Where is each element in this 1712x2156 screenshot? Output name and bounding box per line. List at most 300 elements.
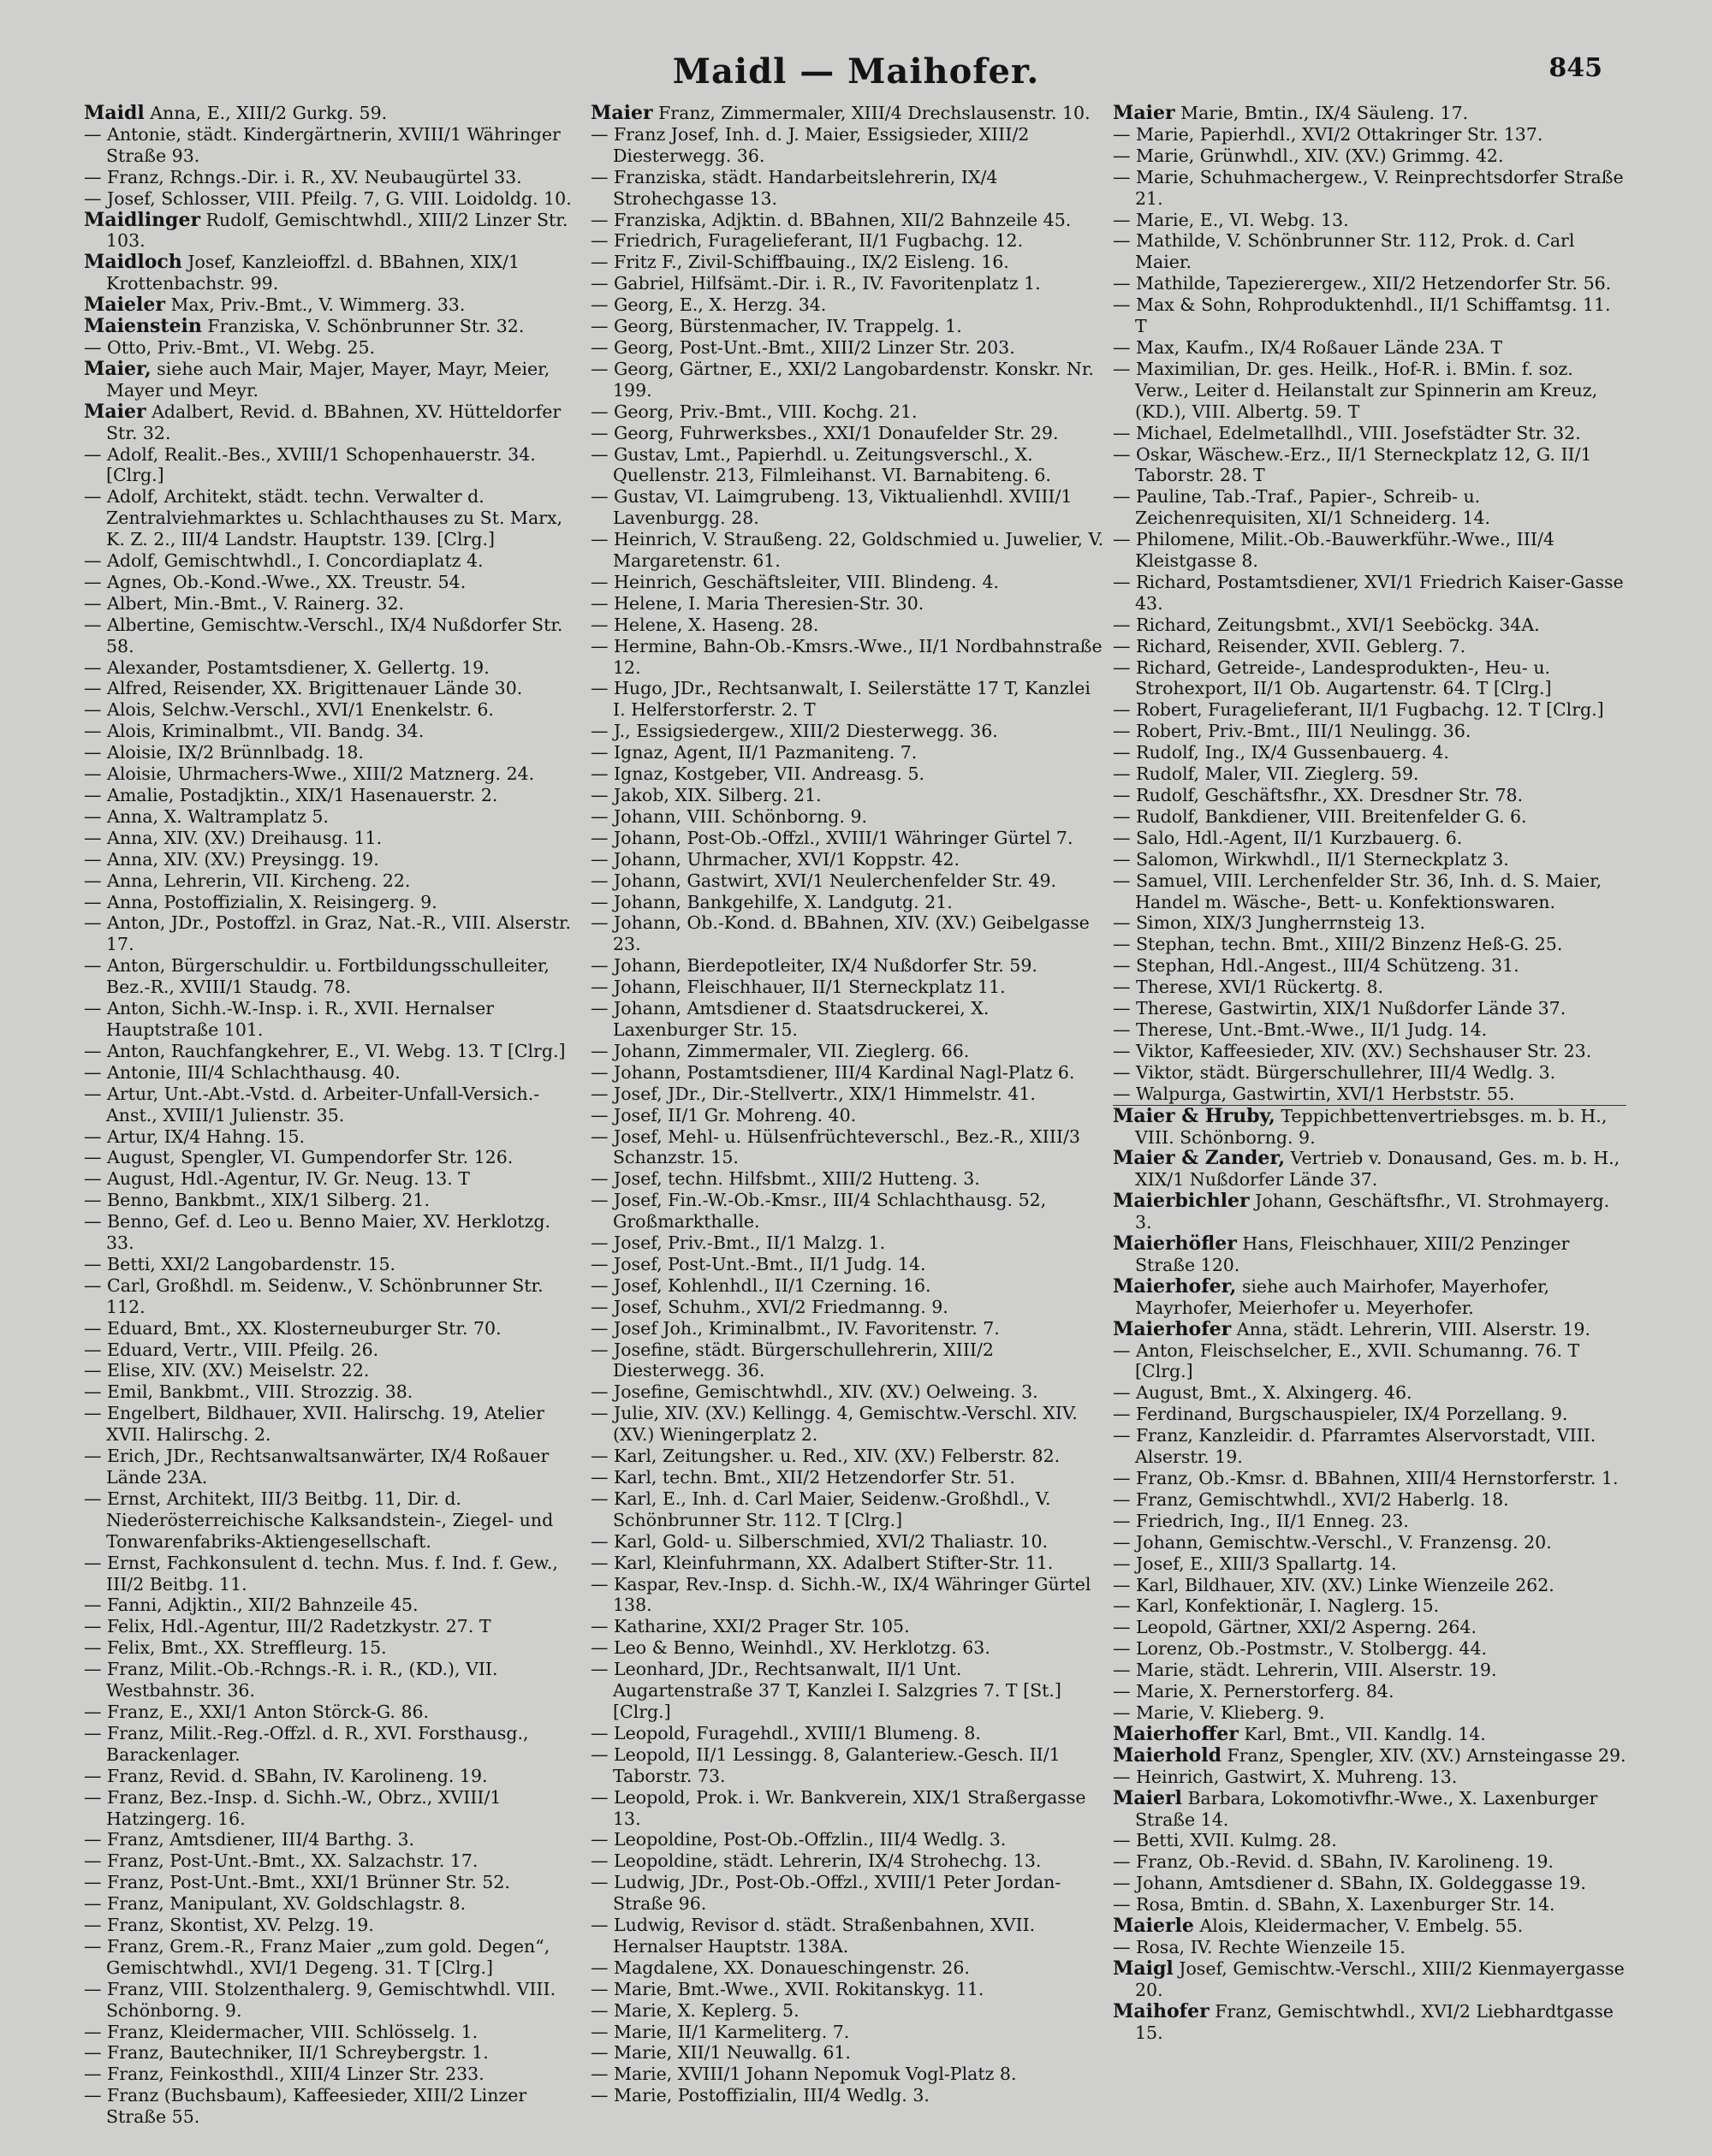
entry-text: Hans, Fleischhauer, XIII/2 Penzinger Straße 120. <box>1135 1233 1570 1275</box>
entry-text: — Marie, X. Pernerstorferg. 84. <box>1113 1681 1394 1702</box>
directory-entry <box>84 657 580 679</box>
directory-entry <box>591 2000 1104 2022</box>
entry-text: — Agnes, Ob.-Kond.-Wwe., XX. Treustr. 54. <box>84 571 467 592</box>
entry-text: — Rudolf, Bankdiener, VIII. Breitenfelder G. 6. <box>1113 805 1527 827</box>
entry-text: Alois, Kleidermacher, V. Embelg. 55. <box>1193 1915 1524 1937</box>
directory-entry <box>1113 337 1626 359</box>
directory-entry <box>84 1915 580 1936</box>
directory-entry <box>1113 1660 1626 1681</box>
directory-entry <box>1113 1851 1626 1873</box>
directory-entry <box>591 1403 1104 1446</box>
entry-text: — Katharine, XXI/2 Prager Str. 105. <box>591 1616 910 1637</box>
entry-text: — Robert, Priv.-Bmt., III/1 Neulingg. 36. <box>1113 721 1471 742</box>
entry-text: — Elise, XIV. (XV.) Meiselstr. 22. <box>84 1360 370 1381</box>
entry-text: — Anton, Bürgerschuldir. u. Fortbildungsschulleiter, Bez.-R., XVIII/1 Staudg. 78. <box>84 955 550 998</box>
entry-surname: Maier <box>1113 102 1175 124</box>
directory-entry <box>84 678 580 699</box>
entry-text: Josef, Gemischtw.-Verschl., XIII/2 Kienmayergasse 20. <box>1135 1957 1625 2000</box>
entry-text: — Johann, Gemischtw.-Verschl., V. Franzensg. 20. <box>1113 1531 1552 1553</box>
entry-text: — Ferdinand, Burgschauspieler, IX/4 Porzellang. 9. <box>1113 1404 1568 1425</box>
entry-text: — Marie, X. Keplerg. 5. <box>591 1999 800 2021</box>
directory-entry <box>84 828 580 849</box>
directory-entry <box>591 955 1104 977</box>
entry-text: — Marie, Papierhdl., XVI/2 Ottakringer Str. 137. <box>1113 123 1543 145</box>
entry-text: — Gustav, VI. Laimgrubeng. 13, Viktualienhdl. XVIII/1 Lavenburgg. 28. <box>591 486 1073 529</box>
entry-surname: Maierhofer <box>1113 1317 1232 1340</box>
entry-text: — Simon, XIX/3 Jungherrnsteig 13. <box>1113 912 1425 934</box>
directory-entry <box>84 721 580 742</box>
directory-entry <box>591 1979 1104 2000</box>
directory-entry <box>1113 1681 1626 1702</box>
entry-text: Josef, Kanzleioffzl. d. BBahnen, XIX/1 Krottenbachstr. 99. <box>106 252 520 294</box>
entry-text: — Albertine, Gemischtw.-Verschl., IX/4 Nußdorfer Str. 58. <box>84 614 563 656</box>
directory-entry <box>1113 1788 1626 1831</box>
entry-text: — Ignaz, Kostgeber, VII. Andreasg. 5. <box>591 763 925 785</box>
entry-text: — Franz, Gemischtwhdl., XVI/2 Haberlg. 18. <box>1113 1488 1509 1510</box>
entry-text: — Karl, E., Inh. d. Carl Maier, Seidenw.-Großhdl., V. Schönbrunner Str. 112. T [Clrg.] <box>591 1488 1051 1530</box>
directory-entry <box>84 892 580 913</box>
directory-entry <box>591 444 1104 487</box>
entry-text: — Felix, Hdl.-Agentur, III/2 Radetzkystr. 27. T <box>84 1616 491 1637</box>
entry-text: — Johann, Amtsdiener d. Staatsdruckerei, X. Laxenburger Str. 15. <box>591 998 990 1040</box>
directory-entry <box>591 572 1104 593</box>
entry-surname: Maierbichler <box>1113 1190 1250 1213</box>
directory-entry <box>1113 1084 1626 1105</box>
directory-entry <box>84 124 580 167</box>
directory-entry <box>591 486 1104 529</box>
directory-entry <box>1113 1873 1626 1894</box>
directory-entry <box>84 1936 580 1979</box>
directory-entry <box>591 1723 1104 1744</box>
directory-entry <box>84 870 580 892</box>
entry-text: — Carl, Großhdl. m. Seidenw., V. Schönbrunner Str. 112. <box>84 1274 544 1317</box>
entry-text: — Antonie, städt. Kindergärtnerin, XVIII/1 Währinger Straße 93. <box>84 123 561 166</box>
entry-text: — Alois, Selchw.-Verschl., XVI/1 Enenkelstr. 6. <box>84 699 494 721</box>
directory-entry <box>84 1659 580 1702</box>
directory-entry <box>1113 977 1626 998</box>
entry-text: — J., Essigsiedergew., XIII/2 Diesterwegg. 36. <box>591 721 998 742</box>
directory-entry <box>84 849 580 870</box>
directory-entry <box>1113 785 1626 806</box>
column-1 <box>84 102 580 2128</box>
entry-text: — Leopold, Gärtner, XXI/2 Asperng. 264. <box>1113 1617 1477 1638</box>
directory-entry <box>591 870 1104 892</box>
entry-text: — August, Hdl.-Agentur, IV. Gr. Neug. 13. T <box>84 1168 470 1190</box>
directory-entry <box>84 1211 580 1254</box>
directory-entry <box>84 1147 580 1168</box>
entry-text: — Johann, Gastwirt, XVI/1 Neulerchenfelder Str. 49. <box>591 870 1057 891</box>
directory-entry <box>84 188 580 210</box>
entry-text: — Karl, Gold- u. Silberschmied, XVI/2 Thaliastr. 10. <box>591 1530 1049 1552</box>
entry-text: — Antonie, III/4 Schlachthausg. 40. <box>84 1061 401 1083</box>
entry-text: — Franz, Ob.-Revid. d. SBahn, IV. Karolineng. 19. <box>1113 1851 1554 1873</box>
directory-entry <box>1113 1767 1626 1788</box>
entry-text: — Richard, Getreide-, Landesprodukten-, Heu- u. Strohexport, II/1 Ob. Augartenstr. 64. T [Clrg.] <box>1113 656 1552 699</box>
entry-text: — Johann, Post-Ob.-Offzl., XVIII/1 Währinger Gürtel 7. <box>591 827 1073 848</box>
entry-text: — Josefine, städt. Bürgerschullehrerin, XIII/2 Diesterwegg. 36. <box>591 1339 994 1381</box>
directory-entry <box>591 1126 1104 1169</box>
directory-entry <box>1113 1319 1626 1340</box>
entry-text: — Heinrich, V. Straußeng. 22, Goldschmied u. Juwelier, V. Margaretenstr. 61. <box>591 529 1104 572</box>
directory-entry <box>84 742 580 763</box>
entry-text: — Marie, Grünwhdl., XIV. (XV.) Grimmg. 42. <box>1113 145 1504 166</box>
entry-text: — Marie, E., VI. Webg. 13. <box>1113 209 1349 230</box>
entry-text: — Anton, JDr., Postoffzl. in Graz, Nat.-R., VIII. Alserstr. 17. <box>84 912 572 955</box>
entry-text: — Therese, Gastwirtin, XIX/1 Nußdorfer Lände 37. <box>1113 998 1566 1019</box>
directory-entry <box>1113 998 1626 1019</box>
directory-entry <box>1113 1105 1626 1149</box>
directory-entry <box>1113 486 1626 529</box>
entry-surname: Maieler <box>84 294 165 317</box>
directory-entry <box>84 572 580 593</box>
entry-text: — Anton, Rauchfangkehrer, E., VI. Webg. 13. T [Clrg.] <box>84 1040 566 1061</box>
directory-entry <box>591 401 1104 423</box>
directory-entry <box>591 593 1104 615</box>
entry-text: — Franz (Buchsbaum), Kaffeesieder, XIII/2 Linzer Straße 55. <box>84 2085 527 2128</box>
entry-text: — Johann, Postamtsdiener, III/4 Kardinal Nagl-Platz 6. <box>591 1061 1075 1083</box>
entry-text: — Georg, Bürstenmacher, IV. Trappelg. 1. <box>591 316 962 337</box>
entry-surname: Maier <box>591 102 653 124</box>
directory-entry <box>591 1105 1104 1126</box>
entry-text: — Erich, JDr., Rechtsanwaltsanwärter, IX/4 Roßauer Lände 23A. <box>84 1446 550 1488</box>
directory-entry <box>84 1595 580 1616</box>
entry-text: — Anton, Sichh.-W.-Insp. i. R., XVII. Hernalser Hauptstraße 101. <box>84 998 494 1040</box>
entry-text: — Josef, Post-Unt.-Bmt., II/1 Judg. 14. <box>591 1253 926 1274</box>
entry-text: — Betti, XXI/2 Langobardenstr. 15. <box>84 1253 396 1274</box>
directory-entry <box>1113 1340 1626 1383</box>
entry-text: — Ludwig, Revisor d. städt. Straßenbahnen, XVII. Hernalser Hauptstr. 138A. <box>591 1915 1036 1957</box>
directory-entry <box>591 785 1104 806</box>
directory-entry <box>84 1829 580 1850</box>
entry-text: — Albert, Min.-Bmt., V. Rainerg. 32. <box>84 592 405 614</box>
directory-entry <box>591 1488 1104 1531</box>
directory-entry <box>1113 572 1626 615</box>
entry-text: — Felix, Bmt., XX. Streffleurg. 15. <box>84 1637 387 1659</box>
entry-text: — Josef, II/1 Gr. Mohreng. 40. <box>591 1104 857 1126</box>
entry-text: — Viktor, Kaffeesieder, XIV. (XV.) Sechshauser Str. 23. <box>1113 1040 1592 1061</box>
directory-entry <box>84 1403 580 1446</box>
entry-text: — Rudolf, Ing., IX/4 Gussenbauerg. 4. <box>1113 742 1449 763</box>
entry-text: — Franz, Post-Unt.-Bmt., XX. Salzachstr. 17. <box>84 1850 479 1872</box>
entry-text: — Franz, Amtsdiener, III/4 Barthg. 3. <box>84 1829 415 1850</box>
entry-text: — Adolf, Realit.-Bes., XVIII/1 Schopenhauerstr. 34. [Clrg.] <box>84 443 536 486</box>
directory-entry <box>591 1467 1104 1488</box>
entry-text: — Jakob, XIX. Silberg. 21. <box>591 785 822 805</box>
directory-entry <box>591 1339 1104 1382</box>
entry-text: Max, Priv.-Bmt., V. Wimmerg. 33. <box>164 294 466 316</box>
directory-entry <box>1113 1532 1626 1553</box>
entry-text: — Johann, Ob.-Kond. d. BBahnen, XIV. (XV.) Geibelgasse 23. <box>591 912 1090 955</box>
column-2 <box>591 102 1104 2106</box>
entry-text: — Engelbert, Bildhauer, XVII. Halirschg. 19, Atelier XVII. Halirschg. 2. <box>84 1403 544 1446</box>
directory-entry <box>591 2022 1104 2043</box>
directory-entry <box>1113 1937 1626 1958</box>
entry-text: — Marie, städt. Lehrerin, VIII. Alserstr. 19. <box>1113 1660 1497 1681</box>
directory-entry <box>591 124 1104 167</box>
directory-entry <box>84 763 580 785</box>
entry-text: — Franziska, Adjktin. d. BBahnen, XII/2 Bahnzeile 45. <box>591 209 1072 230</box>
directory-entry <box>84 316 580 337</box>
entry-text: — Salo, Hdl.-Agent, II/1 Kurzbauerg. 6. <box>1113 827 1463 848</box>
entry-text: Franz, Spengler, XIV. (XV.) Arnsteingasse 29. <box>1221 1744 1626 1766</box>
entry-text: — Franz, Milit.-Reg.-Offzl. d. R., XVI. Forsthausg., Barackenlager. <box>84 1722 529 1765</box>
directory-entry <box>1113 849 1626 870</box>
directory-entry <box>591 998 1104 1041</box>
entry-surname: Maigl <box>1113 1957 1174 1980</box>
entry-text: Franziska, V. Schönbrunner Str. 32. <box>201 316 525 337</box>
entry-surname: Maierhofer, <box>1113 1274 1237 1298</box>
entry-text: — Karl, Konfektionär, I. Naglerg. 15. <box>1113 1595 1440 1617</box>
directory-entry <box>1113 1830 1626 1851</box>
directory-entry <box>1113 870 1626 913</box>
directory-entry <box>591 678 1104 721</box>
entry-text: — Karl, Zeitungsher. u. Red., XIV. (XV.) Felberstr. 82. <box>591 1446 1061 1467</box>
column-3 <box>1113 103 1626 2097</box>
entry-text: — Franz, Post-Unt.-Bmt., XXI/1 Brünner Str. 52. <box>84 1872 510 1893</box>
directory-entry <box>591 912 1104 955</box>
entry-text: — Leopold, Furagehdl., XVIII/1 Blumeng. 8. <box>591 1722 981 1743</box>
directory-entry <box>1113 934 1626 955</box>
entry-text: — Max & Sohn, Rohproduktenhdl., II/1 Schiffamtsg. 11. T <box>1113 294 1611 337</box>
entry-text: — Alois, Kriminalbmt., VII. Bandg. 34. <box>84 721 425 742</box>
directory-entry <box>1113 2001 1626 2044</box>
entry-text: — Anna, Postoffizialin, X. Reisingerg. 9. <box>84 891 437 912</box>
entry-text: — Rudolf, Maler, VII. Zieglerg. 59. <box>1113 763 1419 785</box>
directory-entry <box>591 103 1104 124</box>
entry-surname: Maierhold <box>1113 1743 1222 1767</box>
directory-entry <box>591 2042 1104 2064</box>
directory-entry <box>84 1275 580 1318</box>
entry-text: — Anna, X. Waltramplatz 5. <box>84 805 329 827</box>
directory-entry <box>1113 699 1626 721</box>
directory-entry <box>591 636 1104 679</box>
entry-text: Johann, Geschäftsfhr., VI. Strohmayerg. 3. <box>1135 1191 1610 1233</box>
directory-entry <box>591 806 1104 828</box>
directory-entry <box>1113 1382 1626 1404</box>
entry-text: — Rosa, Bmtin. d. SBahn, X. Laxenburger Str. 14. <box>1113 1894 1555 1915</box>
entry-text: — Josef, E., XIII/3 Spallartg. 14. <box>1113 1553 1397 1574</box>
directory-entry <box>84 1446 580 1488</box>
directory-entry <box>84 699 580 721</box>
entry-text: — Leo & Benno, Weinhdl., XV. Herklotzg. 63. <box>591 1637 990 1659</box>
directory-entry <box>1113 1019 1626 1041</box>
entry-text: — Adolf, Architekt, städt. techn. Verwalter d. Zentralviehmarktes u. Schlachthauses zu St. Marx, K. Z. 2., III/4 Landstr. Hauptstr. 139. [Clrg.] <box>84 486 563 550</box>
directory-entry <box>591 316 1104 337</box>
entry-text: — Johann, Bierdepotleiter, IX/4 Nußdorfer Str. 59. <box>591 955 1037 977</box>
directory-entry <box>591 2085 1104 2106</box>
directory-entry <box>591 849 1104 870</box>
entry-text: — Richard, Reisender, XVII. Geblerg. 7. <box>1113 635 1466 656</box>
directory-entry <box>1113 1489 1626 1511</box>
directory-entry <box>84 955 580 998</box>
directory-entry <box>591 210 1104 231</box>
directory-entry <box>591 721 1104 742</box>
directory-entry <box>591 1616 1104 1637</box>
entry-text: — Josef, Schuhm., XVI/2 Friedmanng. 9. <box>591 1296 948 1317</box>
entry-surname: Maier & Zander, <box>1113 1147 1286 1170</box>
entry-text: — Josefine, Gemischtwhdl., XIV. (XV.) Oelweing. 3. <box>591 1381 1038 1403</box>
directory-entry <box>591 2064 1104 2085</box>
directory-entry <box>591 1168 1104 1190</box>
entry-text: — Eduard, Bmt., XX. Klosterneuburger Str. 70. <box>84 1317 502 1339</box>
entry-text: — Josef, Mehl- u. Hülsenfrüchteverschl., Bez.-R., XIII/3 Schanzstr. 15. <box>591 1126 1080 1168</box>
directory-entry <box>84 1041 580 1062</box>
entry-text: — Marie, XII/1 Neuwallg. 61. <box>591 2042 851 2064</box>
directory-entry <box>591 763 1104 785</box>
entry-text: — Alfred, Reisender, XX. Brigittenauer Lände 30. <box>84 678 523 699</box>
directory-entry <box>84 2042 580 2064</box>
directory-entry <box>84 1850 580 1872</box>
entry-text: — Marie, V. Klieberg. 9. <box>1113 1702 1325 1723</box>
entry-text: — Georg, E., X. Herzg. 34. <box>591 294 827 316</box>
entry-text: — Leopoldine, Post-Ob.-Offzlin., III/4 Wedlg. 3. <box>591 1829 1007 1850</box>
directory-entry <box>591 529 1104 572</box>
directory-entry <box>591 337 1104 359</box>
entry-text: — Lorenz, Ob.-Postmstr., V. Stolbergg. 44. <box>1113 1638 1488 1660</box>
entry-text: — Adolf, Gemischtwhdl., I. Concordiaplatz 4. <box>84 550 484 572</box>
entry-surname: Maierhoffer <box>1113 1722 1239 1745</box>
directory-entry <box>591 252 1104 273</box>
directory-entry <box>591 1957 1104 1979</box>
directory-entry <box>84 1062 580 1084</box>
directory-entry <box>591 230 1104 252</box>
entry-text: — Franz, Manipulant, XV. Goldschlagstr. 8. <box>84 1893 467 1915</box>
entry-text: — Maximilian, Dr. ges. Heilk., Hof-R. i. BMin. f. soz. Verw., Leiter d. Heilanstalt zur Spinnerin am Kreuz, (KD.), VIII. Albertg. 59. T <box>1113 358 1598 422</box>
entry-text: — Stephan, Hdl.-Angest., III/4 Schützeng. 31. <box>1113 955 1519 977</box>
directory-entry <box>1113 1511 1626 1532</box>
directory-entry <box>591 1872 1104 1915</box>
entry-text: — Karl, Kleinfuhrmann, XX. Adalbert Stifter-Str. 11. <box>591 1552 1054 1573</box>
entry-text: Barbara, Lokomotivfhr.-Wwe., X. Laxenburger Straße 14. <box>1135 1787 1598 1830</box>
directory-entry <box>1113 1191 1626 1233</box>
directory-entry <box>591 1659 1104 1723</box>
directory-entry <box>84 1787 580 1830</box>
entry-text: — Josef, Priv.-Bmt., II/1 Malzg. 1. <box>591 1232 886 1254</box>
entry-surname: Maierle <box>1113 1915 1194 1938</box>
entry-text: — Leonhard, JDr., Rechtsanwalt, II/1 Unt. Augartenstraße 37 T, Kanzlei I. Salzgries 7. T [St.] [Clrg.] <box>591 1659 1061 1722</box>
entry-text: — Benno, Gef. d. Leo u. Benno Maier, XV. Herklotzg. 33. <box>84 1211 550 1254</box>
directory-entry <box>84 1126 580 1148</box>
entry-surname: Maidl <box>84 102 145 124</box>
directory-entry <box>1113 1276 1626 1319</box>
entry-text: — Alexander, Postamtsdiener, X. Gellertg. 19. <box>84 656 490 678</box>
entry-text: — Josef, JDr., Dir.-Stellvertr., XIX/1 Himmelstr. 41. <box>591 1083 1036 1104</box>
directory-entry <box>84 912 580 955</box>
entry-text: — Georg, Priv.-Bmt., VIII. Kochg. 21. <box>591 401 918 422</box>
directory-entry <box>1113 167 1626 210</box>
entry-text: — Kaspar, Rev.-Insp. d. Sichh.-W., IX/4 Währinger Gürtel 138. <box>591 1573 1091 1616</box>
entry-text: — Franz, Skontist, XV. Pelzg. 19. <box>84 1915 374 1936</box>
entry-text: — Leopold, II/1 Lessingg. 8, Galanteriew.-Gesch. II/1 Taborstr. 73. <box>591 1743 1061 1786</box>
directory-entry <box>84 1254 580 1275</box>
entry-text: — Amalie, Postadjktin., XIX/1 Hasenauerstr. 2. <box>84 785 498 805</box>
entry-text: — Franz, VIII. Stolzenthalerg. 9, Gemischtwhdl. VIII. Schönborng. 9. <box>84 1978 556 2021</box>
directory-entry <box>591 273 1104 294</box>
entry-text: — Leopoldine, städt. Lehrerin, IX/4 Strohechg. 13. <box>591 1850 1042 1872</box>
entry-surname: Maidloch <box>84 251 182 274</box>
entry-text: — Ignaz, Agent, II/1 Pazmaniteng. 7. <box>591 742 918 763</box>
directory-entry <box>591 1787 1104 1830</box>
directory-entry <box>84 210 580 252</box>
directory-entry <box>1113 1404 1626 1425</box>
directory-entry <box>84 1339 580 1361</box>
directory-entry <box>84 1766 580 1787</box>
directory-entry <box>84 486 580 550</box>
directory-entry <box>1113 1958 1626 2001</box>
entry-text: — Johann, Uhrmacher, XVI/1 Koppstr. 42. <box>591 848 960 870</box>
page-number: 845 <box>1549 53 1602 83</box>
directory-entry <box>591 1084 1104 1105</box>
directory-entry <box>1113 210 1626 231</box>
entry-text: — Johann, Zimmermaler, VII. Zieglerg. 66. <box>591 1040 970 1061</box>
directory-entry <box>84 167 580 188</box>
entry-text: — Gustav, Lmt., Papierhdl. u. Zeitungsverschl., X. Quellenstr. 213, Filmleihanst. VI. Barnabiteng. 6. <box>591 443 1051 486</box>
page-header <box>0 51 1712 103</box>
entry-text: — Karl, Bildhauer, XIV. (XV.) Linke Wienzeile 262. <box>1113 1574 1554 1595</box>
directory-entry <box>84 444 580 487</box>
entry-surname: Maier & Hruby, <box>1113 1104 1275 1127</box>
directory-entry <box>1113 444 1626 487</box>
directory-entry <box>84 359 580 401</box>
entry-text: — Georg, Gärtner, E., XXI/2 Langobardenstr. Konskr. Nr. 199. <box>591 358 1094 401</box>
directory-entry <box>591 1574 1104 1617</box>
entry-text: siehe auch Mair, Majer, Mayer, Mayr, Meier, Mayer und Meyr. <box>106 358 550 401</box>
directory-entry <box>591 294 1104 316</box>
entry-text: — Richard, Zeitungsbmt., XVI/1 Seeböckg. 34A. <box>1113 614 1540 635</box>
entry-text: — Michael, Edelmetallhdl., VIII. Josefstädter Str. 32. <box>1113 422 1581 443</box>
directory-entry <box>591 828 1104 849</box>
directory-entry <box>1113 1724 1626 1745</box>
entry-text: Teppichbettenvertriebsges. m. b. H., VIII. Schönborng. 9. <box>1135 1105 1608 1148</box>
directory-entry <box>1113 828 1626 849</box>
entry-text: — Franz, Grem.-R., Franz Maier „zum gold. Degen“, Gemischtwhdl., XVI/1 Degeng. 31. T [Clrg.] <box>84 1935 550 1978</box>
entry-text: — Franz, Kleidermacher, VIII. Schlösselg. 1. <box>84 2021 479 2042</box>
directory-entry <box>84 1872 580 1893</box>
directory-entry <box>84 2022 580 2043</box>
directory-entry <box>84 998 580 1041</box>
directory-entry <box>1113 742 1626 763</box>
entry-text: — Franz, Feinkosthdl., XIII/4 Linzer Str. 233. <box>84 2064 484 2085</box>
entry-text: — Oskar, Wäschew.-Erz., II/1 Sterneckplatz 12, G. II/1 Taborstr. 28. T <box>1113 443 1592 486</box>
entry-text: — Hugo, JDr., Rechtsanwalt, I. Seilerstätte 17 T, Kanzlei I. Helferstorferstr. 2. T <box>591 678 1091 721</box>
entry-text: — Josef, Kohlenhdl., II/1 Czerning. 16. <box>591 1274 931 1296</box>
entry-text: — Georg, Fuhrwerksbes., XXI/1 Donaufelder Str. 29. <box>591 422 1059 443</box>
entry-text: — Mathilde, V. Schönbrunner Str. 112, Prok. d. Carl Maier. <box>1113 230 1575 273</box>
entry-text: — Betti, XVII. Kulmg. 28. <box>1113 1830 1337 1851</box>
running-title: Maidl — Maihofer. <box>672 51 1040 92</box>
entry-surname: Maier <box>84 400 146 423</box>
directory-entry <box>1113 1575 1626 1596</box>
entry-text: — Richard, Postamtsdiener, XVI/1 Friedrich Kaiser-Gasse 43. <box>1113 571 1624 614</box>
directory-entry <box>1113 955 1626 977</box>
entry-text: — Friedrich, Furagelieferant, II/1 Fugbachg. 12. <box>591 230 1024 252</box>
entry-text: — Marie, Bmt.-Wwe., XVII. Rokitanskyg. 11. <box>591 1978 984 1999</box>
directory-entry <box>84 1553 580 1595</box>
directory-entry <box>1113 1148 1626 1191</box>
directory-entry <box>1113 636 1626 657</box>
directory-entry <box>1113 1425 1626 1468</box>
entry-text: — Marie, Postoffizialin, III/4 Wedlg. 3. <box>591 2085 930 2106</box>
directory-entry <box>1113 1553 1626 1575</box>
entry-text: — Aloisie, Uhrmachers-Wwe., XIII/2 Matznerg. 24. <box>84 763 535 785</box>
directory-entry <box>1113 294 1626 337</box>
entry-text: — Julie, XIV. (XV.) Kellingg. 4, Gemischtw.-Verschl. XIV. (XV.) Wieningerplatz 2. <box>591 1403 1078 1446</box>
entry-text: siehe auch Mairhofer, Mayerhofer, Mayrhofer, Meierhofer u. Meyerhofer. <box>1135 1275 1550 1318</box>
directory-entry <box>84 1893 580 1915</box>
entry-text: — Walpurga, Gastwirtin, XVI/1 Herbststr. 55. <box>1113 1083 1515 1104</box>
directory-entry <box>1113 1894 1626 1915</box>
entry-text: — Magdalene, XX. Donaueschingenstr. 26. <box>591 1957 970 1978</box>
